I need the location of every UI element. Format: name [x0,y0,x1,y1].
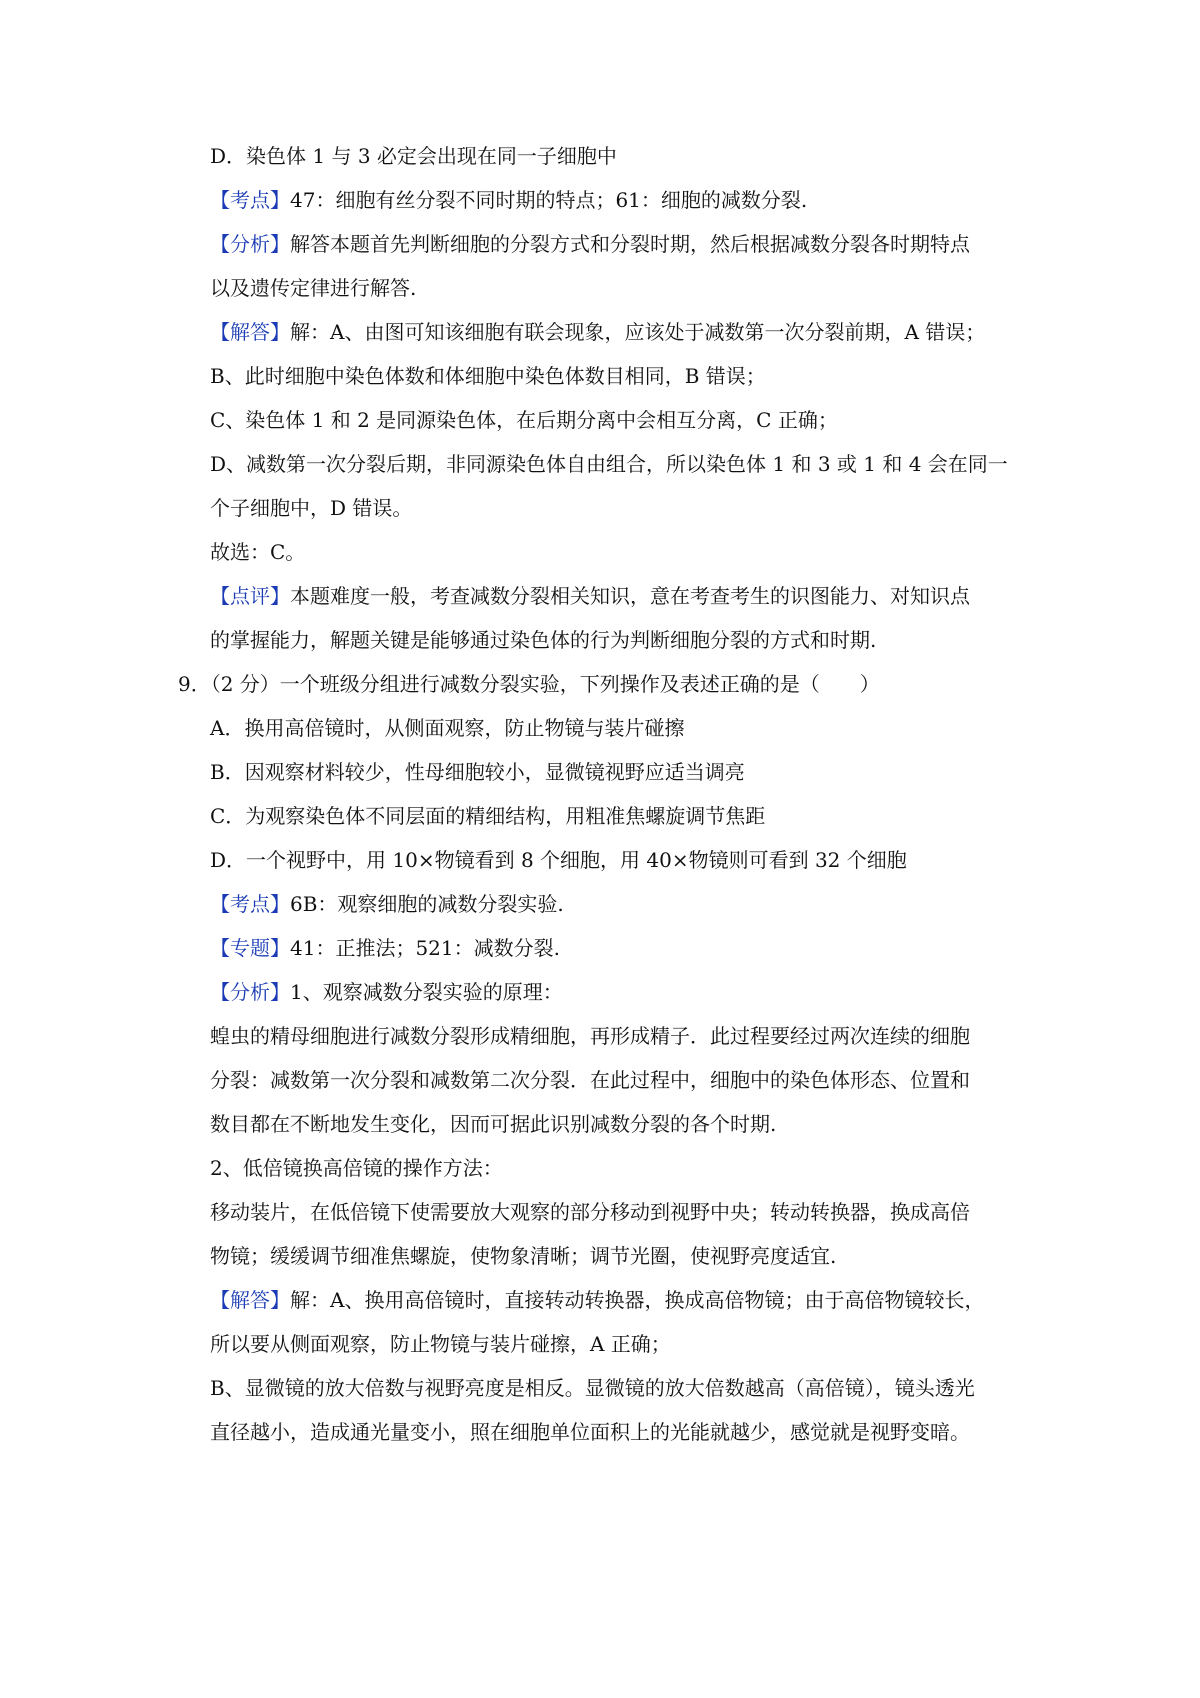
kaodian-tag: 【考点】 [210,892,290,916]
method-heading-line [210,1154,503,1182]
option-b-line [210,758,745,786]
line-text: 所以要从侧面观察，防止物镜与装片碰擦，A 正确； [210,1332,671,1356]
line-text: 数目都在不断地发生变化，因而可据此识别减数分裂的各个时期. [210,1112,777,1136]
answer-c-line [210,406,838,434]
kaodian-line [210,186,807,214]
line-text: C．为观察染色体不同层面的精细结构，用粗准焦螺旋调节焦距 [210,804,766,828]
fenxi-tag: 【分析】 [210,980,290,1004]
zhuanti-line [210,934,560,962]
line-text: 物镜；缓缓调节细准焦螺旋，使物象清晰；调节光圈，使视野亮度适宜. [210,1244,837,1268]
answer-d-line [210,450,1008,478]
fenxi-continuation [210,274,416,302]
principle-line-2 [210,1066,970,1094]
answer-b-line-q9 [210,1374,975,1402]
line-text: D、减数第一次分裂后期，非同源染色体自由组合，所以染色体 1 和 3 或 1 和 4 会在同一 [210,452,1008,476]
kaodian-line-q9 [210,890,564,918]
option-d-line-q9 [210,846,907,874]
answer-d-continuation [210,494,412,522]
line-text: 6B：观察细胞的减数分裂实验. [290,892,564,916]
line-text: D．染色体 1 与 3 必定会出现在同一子细胞中 [210,144,617,168]
line-text: 以及遗传定律进行解答. [210,276,417,300]
jieda-tag: 【解答】 [210,320,290,344]
answer-b-line [210,362,766,390]
line-text: B．因观察材料较少，性母细胞较小，显微镜视野应适当调亮 [210,760,745,784]
line-text: 解：A、换用高倍镜时，直接转动转换器，换成高倍物镜；由于高倍物镜较长， [290,1288,985,1312]
line-text: D．一个视野中，用 10×物镜看到 8 个细胞，用 40×物镜则可看到 32 个细胞 [210,848,907,872]
method-line-1 [210,1198,970,1226]
dianping-line [210,582,970,610]
line-text: 的掌握能力，解题关键是能够通过染色体的行为判断细胞分裂的方式和时期. [210,628,877,652]
line-text: 蝗虫的精母细胞进行减数分裂形成精细胞，再形成精子．此过程要经过两次连续的细胞 [210,1024,970,1048]
line-text: 9．（2 分）一个班级分组进行减数分裂实验，下列操作及表述正确的是（ ） [178,672,880,696]
method-line-2 [210,1242,836,1270]
dianping-continuation [210,626,876,654]
fenxi-tag: 【分析】 [210,232,290,256]
option-a-line [210,714,684,742]
line-text: 移动装片，在低倍镜下使需要放大观察的部分移动到视野中央；转动转换器，换成高倍 [210,1200,970,1224]
line-text: 47：细胞有丝分裂不同时期的特点；61：细胞的减数分裂. [290,188,808,212]
line-text: 本题难度一般，考查减数分裂相关知识，意在考查考生的识图能力、对知识点 [290,584,970,608]
jieda-continuation [210,1330,671,1358]
option-c-line [210,802,765,830]
kaodian-tag: 【考点】 [210,188,290,212]
line-text: C、染色体 1 和 2 是同源染色体，在后期分离中会相互分离，C 正确； [210,408,838,432]
jieda-tag: 【解答】 [210,1288,290,1312]
line-text: 2、低倍镜换高倍镜的操作方法： [210,1156,503,1180]
fenxi-line-q9 [210,978,563,1006]
line-text: B、显微镜的放大倍数与视野亮度是相反。显微镜的放大倍数越高（高倍镜），镜头透光 [210,1376,975,1400]
line-text: B、此时细胞中染色体数和体细胞中染色体数目相同，B 错误； [210,364,766,388]
fenxi-line [210,230,970,258]
principle-line-1 [210,1022,970,1050]
option-d-line [210,142,617,170]
dianping-tag: 【点评】 [210,584,290,608]
jieda-line-q9 [210,1286,984,1314]
line-text: A．换用高倍镜时，从侧面观察，防止物镜与装片碰擦 [210,716,685,740]
line-text: 故选：C。 [210,540,306,564]
jieda-line [210,318,985,346]
principle-line-3 [210,1110,776,1138]
selected-answer-line [210,538,305,566]
question-9-stem [178,670,880,698]
zhuanti-tag: 【专题】 [210,936,290,960]
line-text: 1、观察减数分裂实验的原理： [290,980,563,1004]
line-text: 个子细胞中，D 错误。 [210,496,413,520]
line-text: 直径越小，造成通光量变小，照在细胞单位面积上的光能就越少，感觉就是视野变暗。 [210,1420,970,1444]
line-text: 解：A、由图可知该细胞有联会现象，应该处于减数第一次分裂前期，A 错误； [290,320,986,344]
line-text: 解答本题首先判断细胞的分裂方式和分裂时期，然后根据减数分裂各时期特点 [290,232,970,256]
line-text: 分裂：减数第一次分裂和减数第二次分裂．在此过程中，细胞中的染色体形态、位置和 [210,1068,970,1092]
answer-b-continuation [210,1418,970,1446]
line-text: 41：正推法；521：减数分裂. [290,936,560,960]
